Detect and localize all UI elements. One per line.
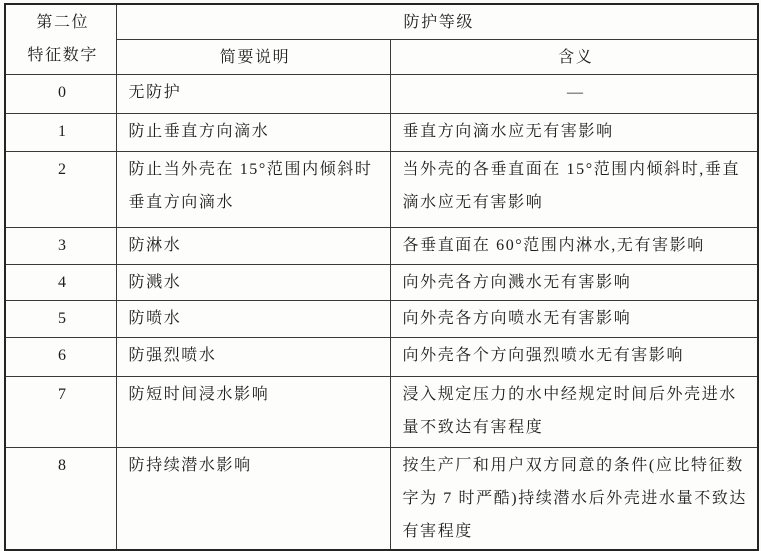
meaning-cell: 向外壳各方向溅水无有害影响: [390, 265, 758, 301]
meaning-cell: 当外壳的各垂直面在 15°范围内倾斜时,垂直滴水应无有害影响: [390, 152, 758, 228]
digit-cell: 8: [5, 448, 116, 551]
description-cell: 防强烈喷水: [116, 338, 390, 377]
header-second-characteristic-digit-line2: 特征数字: [27, 47, 98, 64]
header-meaning: 含义: [390, 40, 758, 75]
digit-cell: 3: [5, 228, 116, 265]
meaning-cell: 浸入规定压力的水中经规定时间后外壳进水量不致达有害程度: [390, 377, 758, 448]
digit-cell: 2: [5, 152, 116, 228]
meaning-cell: 按生产厂和用户双方同意的条件(应比特征数字为 7 时严酷)持续潜水后外壳进水量不致达有害程度: [390, 448, 758, 551]
table-row-5: [5, 301, 758, 338]
table-row-8: [5, 448, 758, 551]
meaning-cell: —: [390, 75, 758, 114]
description-cell: 防喷水: [116, 301, 390, 338]
table-row-3: [5, 228, 758, 265]
table-body: [5, 75, 758, 551]
table-header: [5, 4, 758, 75]
digit-cell: 5: [5, 301, 116, 338]
table-row-7: [5, 377, 758, 448]
digit-cell: 4: [5, 265, 116, 301]
document-sheet: [4, 3, 759, 551]
header-protection-level-group: 防护等级: [116, 4, 758, 40]
table-row-1: [5, 114, 758, 152]
header-brief-description: 简要说明: [116, 40, 390, 75]
digit-cell: 6: [5, 338, 116, 377]
description-cell: 无防护: [116, 75, 390, 114]
description-cell: 防持续潜水影响: [116, 448, 390, 551]
digit-cell: 1: [5, 114, 116, 152]
digit-cell: 0: [5, 75, 116, 114]
description-cell: 防短时间浸水影响: [116, 377, 390, 448]
table-row-2: [5, 152, 758, 228]
digit-cell: 7: [5, 377, 116, 448]
table-row-6: [5, 338, 758, 377]
meaning-cell: 垂直方向滴水应无有害影响: [390, 114, 758, 152]
description-cell: 防淋水: [116, 228, 390, 265]
meaning-cell: 向外壳各个方向强烈喷水无有害影响: [390, 338, 758, 377]
description-cell: 防止当外壳在 15°范围内倾斜时垂直方向滴水: [116, 152, 390, 228]
table-row-4: [5, 265, 758, 301]
header-second-characteristic-digit-line1: 第二位: [36, 14, 90, 31]
header-second-characteristic-digit: [5, 4, 116, 75]
meaning-cell: 向外壳各方向喷水无有害影响: [390, 301, 758, 338]
meaning-cell: 各垂直面在 60°范围内淋水,无有害影响: [390, 228, 758, 265]
description-cell: 防溅水: [116, 265, 390, 301]
protection-level-table: [4, 3, 759, 551]
table-row-0: [5, 75, 758, 114]
description-cell: 防止垂直方向滴水: [116, 114, 390, 152]
